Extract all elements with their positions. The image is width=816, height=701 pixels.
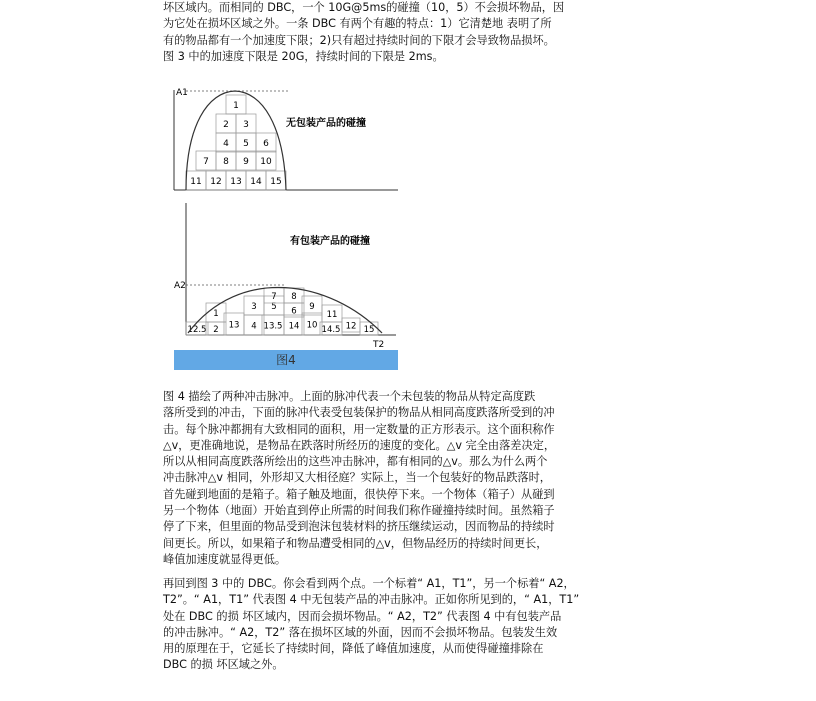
grid-square-label: 3 — [243, 120, 249, 130]
grid-square-label: 11 — [326, 310, 338, 320]
middle-paragraph — [163, 389, 583, 568]
grid-square-label: 10 — [306, 320, 318, 331]
grid-square-label: 11 — [190, 177, 202, 187]
grid-square-label: 9 — [309, 302, 315, 312]
grid-square-label: 8 — [291, 292, 297, 302]
grid-square-label: 7 — [203, 157, 209, 167]
grid-square-label: 14 — [250, 177, 262, 187]
text-line: △v，更准确地说，是物品在跌落时所经历的速度的变化。△v 完全由落差决定， — [163, 438, 556, 452]
grid-square-label: 14.5 — [321, 325, 341, 335]
grid-square-label: 4 — [223, 139, 229, 149]
text-line: 间更长。所以，如果箱子和物品遭受相同的△v，但物品经历的持续时间更长， — [163, 536, 548, 550]
text-line: T2”。“ A1，T1” 代表图 4 中无包装产品的冲击脉冲。正如你所见到的，“ A1，T1” — [163, 593, 580, 607]
grid-square-label: 13 — [230, 177, 242, 187]
grid-square-label: 6 — [291, 306, 297, 317]
grid-square-label: 2 — [213, 325, 219, 335]
bottom-panel-title: 有包装产品的碰撞 — [290, 236, 370, 247]
grid-square-label: 3 — [251, 302, 257, 312]
figure-caption: 图4 — [276, 353, 296, 367]
grid-square-label: 7 — [271, 292, 277, 302]
grid-square-label: 12.5 — [187, 325, 207, 335]
text-line: 峰值加速度就显得更低。 — [163, 552, 287, 566]
grid-square-label: 13 — [228, 320, 240, 331]
figure-caption-bar — [174, 350, 398, 370]
grid-square-label: 1 — [213, 309, 219, 319]
top-grid — [186, 95, 286, 190]
text-line: 再回到图 3 中的 DBC。你会看到两个点。一个标着“ A1，T1”，另一个标着“ A2， — [163, 577, 575, 590]
grid-square-label: 14 — [288, 321, 300, 332]
text-line: 的冲击脉冲。“ A2，T2” 落在损坏区域的外面，因而不会损坏物品。包装发生效 — [163, 625, 558, 639]
grid-square-label: 4 — [251, 321, 257, 332]
grid-square-label: 15 — [363, 325, 375, 335]
text-line: 为它处在损坏区域之外。一条 DBC 有两个有趣的特点：1）它清楚地 表明了所 — [163, 17, 552, 31]
text-line: 有的物品都有一个加速度下限；2)只有超过持续时间的下限才会导致物品损坏。 — [163, 33, 555, 47]
grid-square-label: 2 — [223, 120, 229, 130]
grid-square-label: 1 — [233, 101, 239, 111]
bottom-grid — [186, 288, 378, 335]
grid-square-label: 10 — [260, 157, 272, 167]
text-line: 所以从相同高度跌落所绘出的这些冲击脉冲，都有相同的△v。那么为什么两个 — [163, 455, 548, 469]
text-line: 停了下来，但里面的物品受到泡沫包装材料的挤压继续运动，因而物品的持续时 — [163, 520, 555, 534]
text-line: 图 3 中的加速度下限是 20G，持续时间的下限是 2ms。 — [163, 49, 444, 63]
grid-square-label: 5 — [271, 302, 277, 312]
grid-square-label: 8 — [223, 157, 229, 167]
bottom-axis-label: A2 — [174, 281, 186, 291]
text-line: DBC 的损 坏区域之外。 — [163, 658, 284, 672]
text-line: 图 4 描绘了两种冲击脉冲。上面的脉冲代表一个未包装的物品从特定高度跌 — [163, 390, 536, 403]
top-axis-label: A1 — [176, 88, 188, 98]
text-line: 落所受到的冲击，下面的脉冲代表受包装保护的物品从相同高度跌落所受到的冲 — [163, 406, 555, 420]
text-line: 首先碰到地面的是箱子。箱子触及地面，很快停下来。一个物体（箱子）从碰到 — [163, 487, 555, 501]
text-line: 冲击脉冲△v 相同，外形却又大相径庭？实际上，当一个包装好的物品跌落时， — [163, 471, 551, 485]
grid-square-label: 9 — [243, 157, 249, 167]
text-line: 用的原理在于，它延长了持续时间，降低了峰值加速度，从而使得碰撞排除在 — [163, 642, 544, 656]
grid-square-label: 13.5 — [263, 321, 283, 332]
text-line: 处在 DBC 的损 坏区域内，因而会损坏物品。“ A2，T2” 代表图 4 中有包装产品 — [163, 609, 562, 623]
grid-square-label: 12 — [210, 177, 222, 187]
text-line: 坏区域内。而相同的 DBC，一个 10G@5ms的碰撞（10，5）不会损坏物品，因 — [163, 1, 565, 14]
text-line: 另一个物体（地面）开始直到停止所需的时间我们称作碰撞持续时间。虽然箱子 — [163, 504, 555, 518]
grid-square-label: 15 — [270, 177, 282, 187]
text-line: 击。每个脉冲都拥有大致相同的面积，用一定数量的正方形表示。这个面积称作 — [163, 422, 555, 436]
bottom-paragraph — [163, 576, 583, 674]
grid-square-label: 6 — [263, 139, 269, 149]
top-panel-title: 无包装产品的碰撞 — [286, 118, 366, 129]
bottom-time-label: T2 — [373, 340, 385, 350]
grid-square-label: 12 — [345, 321, 357, 332]
grid-square-label: 5 — [243, 139, 249, 149]
